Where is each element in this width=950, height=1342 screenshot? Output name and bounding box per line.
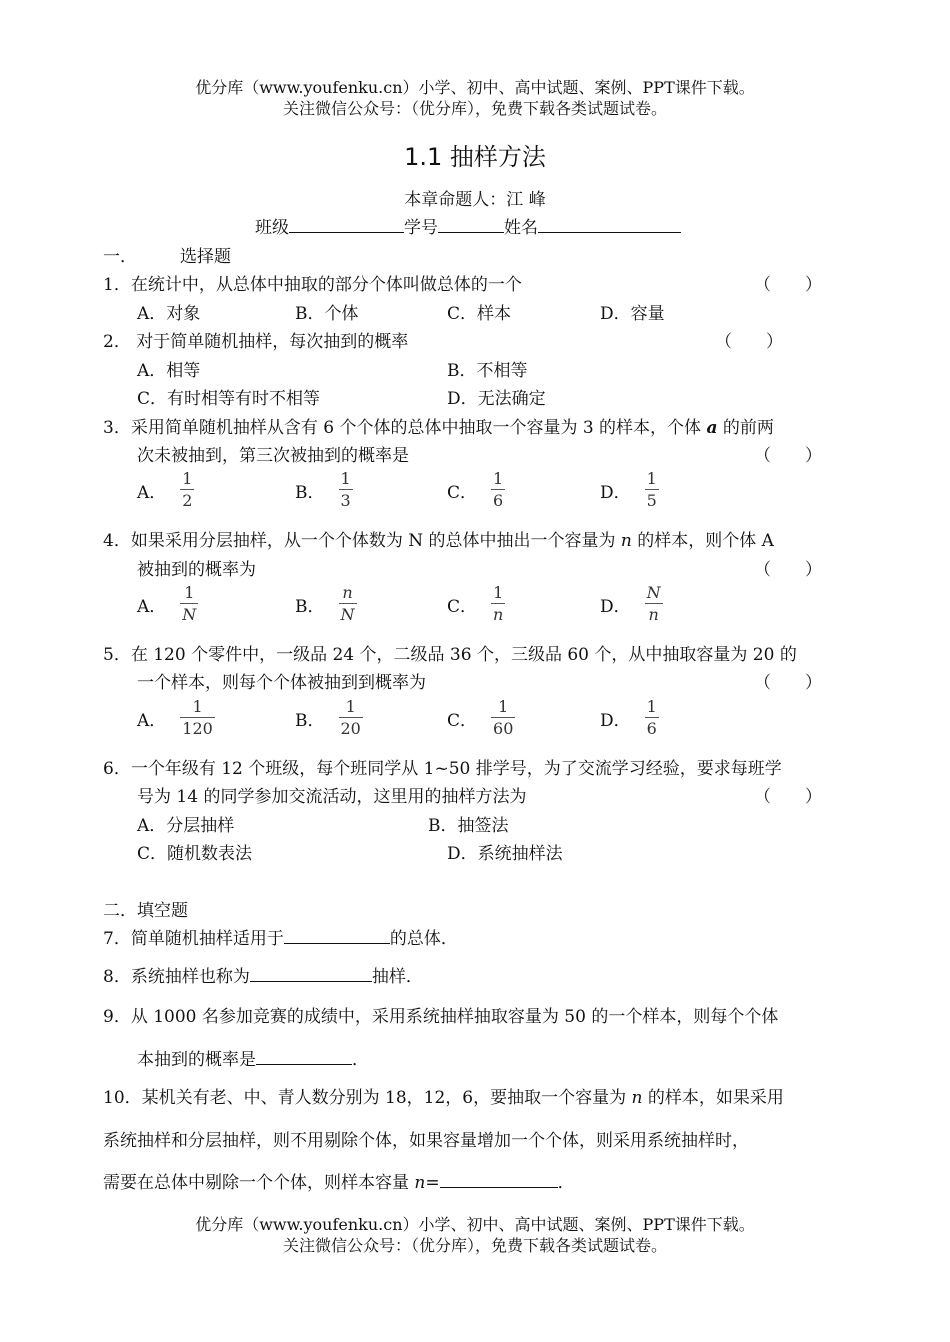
q10-line3-pre: 需要在总体中剔除一个个体，则样本容量 [103,1173,415,1193]
numerator: 1 [340,469,351,488]
fraction [180,697,215,740]
numerator: 1 [646,697,657,716]
q2-option-c[interactable]: C．有时相等有时不相等 [137,389,321,409]
fraction [645,583,663,626]
q7-pre: 7．简单随机抽样适用于 [103,929,284,949]
class-label: 班级 [255,218,289,238]
page-header [0,77,950,119]
q6-option-d[interactable]: D．系统抽样法 [447,844,563,864]
q5-option-c[interactable] [447,697,515,740]
option-label: A． [137,597,167,617]
q3-option-b[interactable] [295,469,353,512]
option-label: A． [137,483,167,503]
denominator: 5 [646,491,657,510]
q6-option-c[interactable]: C．随机数表法 [137,844,253,864]
q8-blank[interactable] [250,965,372,982]
denominator: 120 [182,719,213,738]
q3-option-d[interactable] [600,469,659,512]
student-info-line [255,213,681,238]
denominator: 20 [340,719,361,738]
q1-answer-paren[interactable]: （ ） [754,275,822,295]
id-label: 学号 [404,218,438,238]
page-footer [0,1214,950,1256]
q6-stem-line1: 6．一个年级有 12 个班级，每个班同学从 1~50 排学号，为了交流学习经验，要求每班学 [103,759,782,779]
option-label: D． [600,483,631,503]
q9-post: ． [352,1050,369,1070]
q10-blank[interactable] [440,1171,558,1188]
q3-variable: a [706,418,718,438]
q4-stem-line2: 被抽到的概率为 [137,560,256,580]
option-label: C． [447,597,478,617]
denominator: n [493,605,504,624]
denominator: 2 [182,491,193,510]
section1-num: 一． [103,247,137,267]
fraction [339,583,357,626]
q2-answer-paren[interactable]: （ ） [715,332,783,352]
q8-post: 抽样． [371,967,423,987]
q3-stem-line2: 次未被抽到，第三次被抽到的概率是 [137,446,409,466]
numerator: N [646,583,661,602]
denominator: 3 [340,491,351,510]
fraction [339,469,353,512]
q10-line3 [103,1168,575,1193]
q6-stem-line2: 号为 14 的同学参加交流活动，这里用的抽样方法为 [137,787,527,807]
q3-option-c[interactable] [447,469,505,512]
q4-option-b[interactable] [295,583,357,626]
numerator: n [342,583,353,602]
option-label: B． [295,483,325,503]
page-title: 1.1 抽样方法 [404,143,546,171]
q10-post: ． [557,1173,575,1193]
q3-line1-pre: 3．采用简单随机抽样从含有 6 个个体的总体中抽取一个容量为 3 的样本，个体 [103,418,707,438]
id-blank[interactable] [438,216,504,233]
q2-option-b[interactable]: B．不相等 [447,361,528,381]
q10-variable: n [631,1088,643,1108]
fraction [339,697,363,740]
denominator: n [648,605,659,624]
q10-line1-post: 的样本，如果采用 [642,1088,784,1108]
q4-option-d[interactable] [600,583,663,626]
q7-post: 的总体． [389,929,458,949]
q9-line2 [137,1045,369,1070]
q5-option-d[interactable] [600,697,659,740]
option-label: C． [447,711,478,731]
option-label: D． [600,597,631,617]
q4-line1-post: 的样本，则个体 A [631,531,774,551]
q9-blank[interactable] [256,1048,352,1065]
denominator: 6 [646,719,657,738]
numerator: 1 [182,469,193,488]
q4-variable: n [620,531,632,551]
q3-answer-paren[interactable]: （ ） [754,446,822,466]
q6-option-b[interactable]: B．抽签法 [428,816,509,836]
q7 [103,924,458,949]
name-label: 姓名 [504,218,538,238]
q4-stem-line1 [103,526,774,551]
q8-pre: 8．系统抽样也称为 [103,967,250,987]
q6-option-a[interactable]: A．分层抽样 [137,816,235,836]
fraction [180,583,198,626]
header-line-2: 关注微信公众号：（优分库），免费下载各类试题试卷。 [282,99,667,118]
q10-equals: = [425,1173,440,1193]
q8 [103,962,423,987]
fraction [491,469,505,512]
q4-option-c[interactable] [447,583,505,626]
q10-line2: 系统抽样和分层抽样，则不用剔除个体，如果容量增加一个个体，则采用系统抽样时， [103,1131,749,1151]
q3-stem-line1 [103,413,774,438]
section1-title: 选择题 [180,247,231,267]
q2-stem: 2． 对于简单随机抽样，每次抽到的概率 [103,332,409,352]
numerator: 1 [493,469,504,488]
q2-option-d[interactable]: D．无法确定 [447,389,546,409]
header-line-1: 优分库（www.youfenku.cn）小学、初中、高中试题、案例、PPT课件下载。 [195,78,755,97]
footer-line-1: 优分库（www.youfenku.cn）小学、初中、高中试题、案例、PPT课件下载。 [195,1215,755,1234]
fraction [180,469,194,512]
q1-option-a[interactable]: A．对象 [137,304,201,324]
class-blank[interactable] [289,216,404,233]
q2-option-a[interactable]: A．相等 [137,361,201,381]
name-blank[interactable] [538,216,681,233]
q1-option-d[interactable]: D．容量 [600,304,665,324]
numerator: 1 [184,583,195,602]
q3-line1-post: 的前两 [717,418,774,438]
q10-line1-pre: 10．某机关有老、中、青人数分别为 18，12，6，要抽取一个容量为 [103,1088,632,1108]
section2-title: 二．填空题 [103,901,188,921]
numerator: 1 [646,469,657,488]
fraction [645,469,659,512]
numerator: 1 [192,697,203,716]
option-label: D． [600,711,631,731]
numerator: 1 [498,697,509,716]
fraction [645,697,659,740]
denominator: N [340,605,355,624]
q5-stem-line2: 一个样本，则每个个体被抽到到概率为 [137,673,426,693]
numerator: 1 [345,697,356,716]
q10-variable-n: n [414,1173,426,1193]
fraction [491,697,515,740]
q5-option-a[interactable] [137,697,215,740]
denominator: 6 [493,491,504,510]
denominator: 60 [493,719,514,738]
q4-line1-pre: 4．如果采用分层抽样，从一个个体数为 N 的总体中抽出一个容量为 [103,531,621,551]
q5-stem-line1: 5．在 120 个零件中，一级品 24 个，二级品 36 个，三级品 60 个，从中抽取容量为 20 的 [103,645,797,665]
fraction [491,583,505,626]
option-label: C． [447,483,478,503]
option-label: B． [295,597,325,617]
option-label: B． [295,711,325,731]
numerator: 1 [493,583,504,602]
q4-option-a[interactable] [137,583,198,626]
q4-answer-paren[interactable]: （ ） [754,560,822,580]
q1-stem: 1．在统计中，从总体中抽取的部分个体叫做总体的一个 [103,275,522,295]
q7-blank[interactable] [284,927,390,944]
q3-option-a[interactable] [137,469,194,512]
option-label: A． [137,711,167,731]
q1-option-c[interactable]: C．样本 [447,304,512,324]
footer-line-2: 关注微信公众号：（优分库），免费下载各类试题试卷。 [282,1236,667,1255]
q1-option-b[interactable]: B．个体 [295,304,359,324]
q9-line1: 9．从 1000 名参加竞赛的成绩中，采用系统抽样抽取容量为 50 的一个样本，则每个个体 [103,1007,779,1027]
q10-line1 [103,1083,784,1108]
q5-answer-paren[interactable]: （ ） [754,673,822,693]
q9-pre: 本抽到的概率是 [137,1050,256,1070]
author-line: 本章命题人：江 峰 [404,190,546,210]
q5-option-b[interactable] [295,697,363,740]
denominator: N [182,605,197,624]
q6-answer-paren[interactable]: （ ） [754,787,822,807]
